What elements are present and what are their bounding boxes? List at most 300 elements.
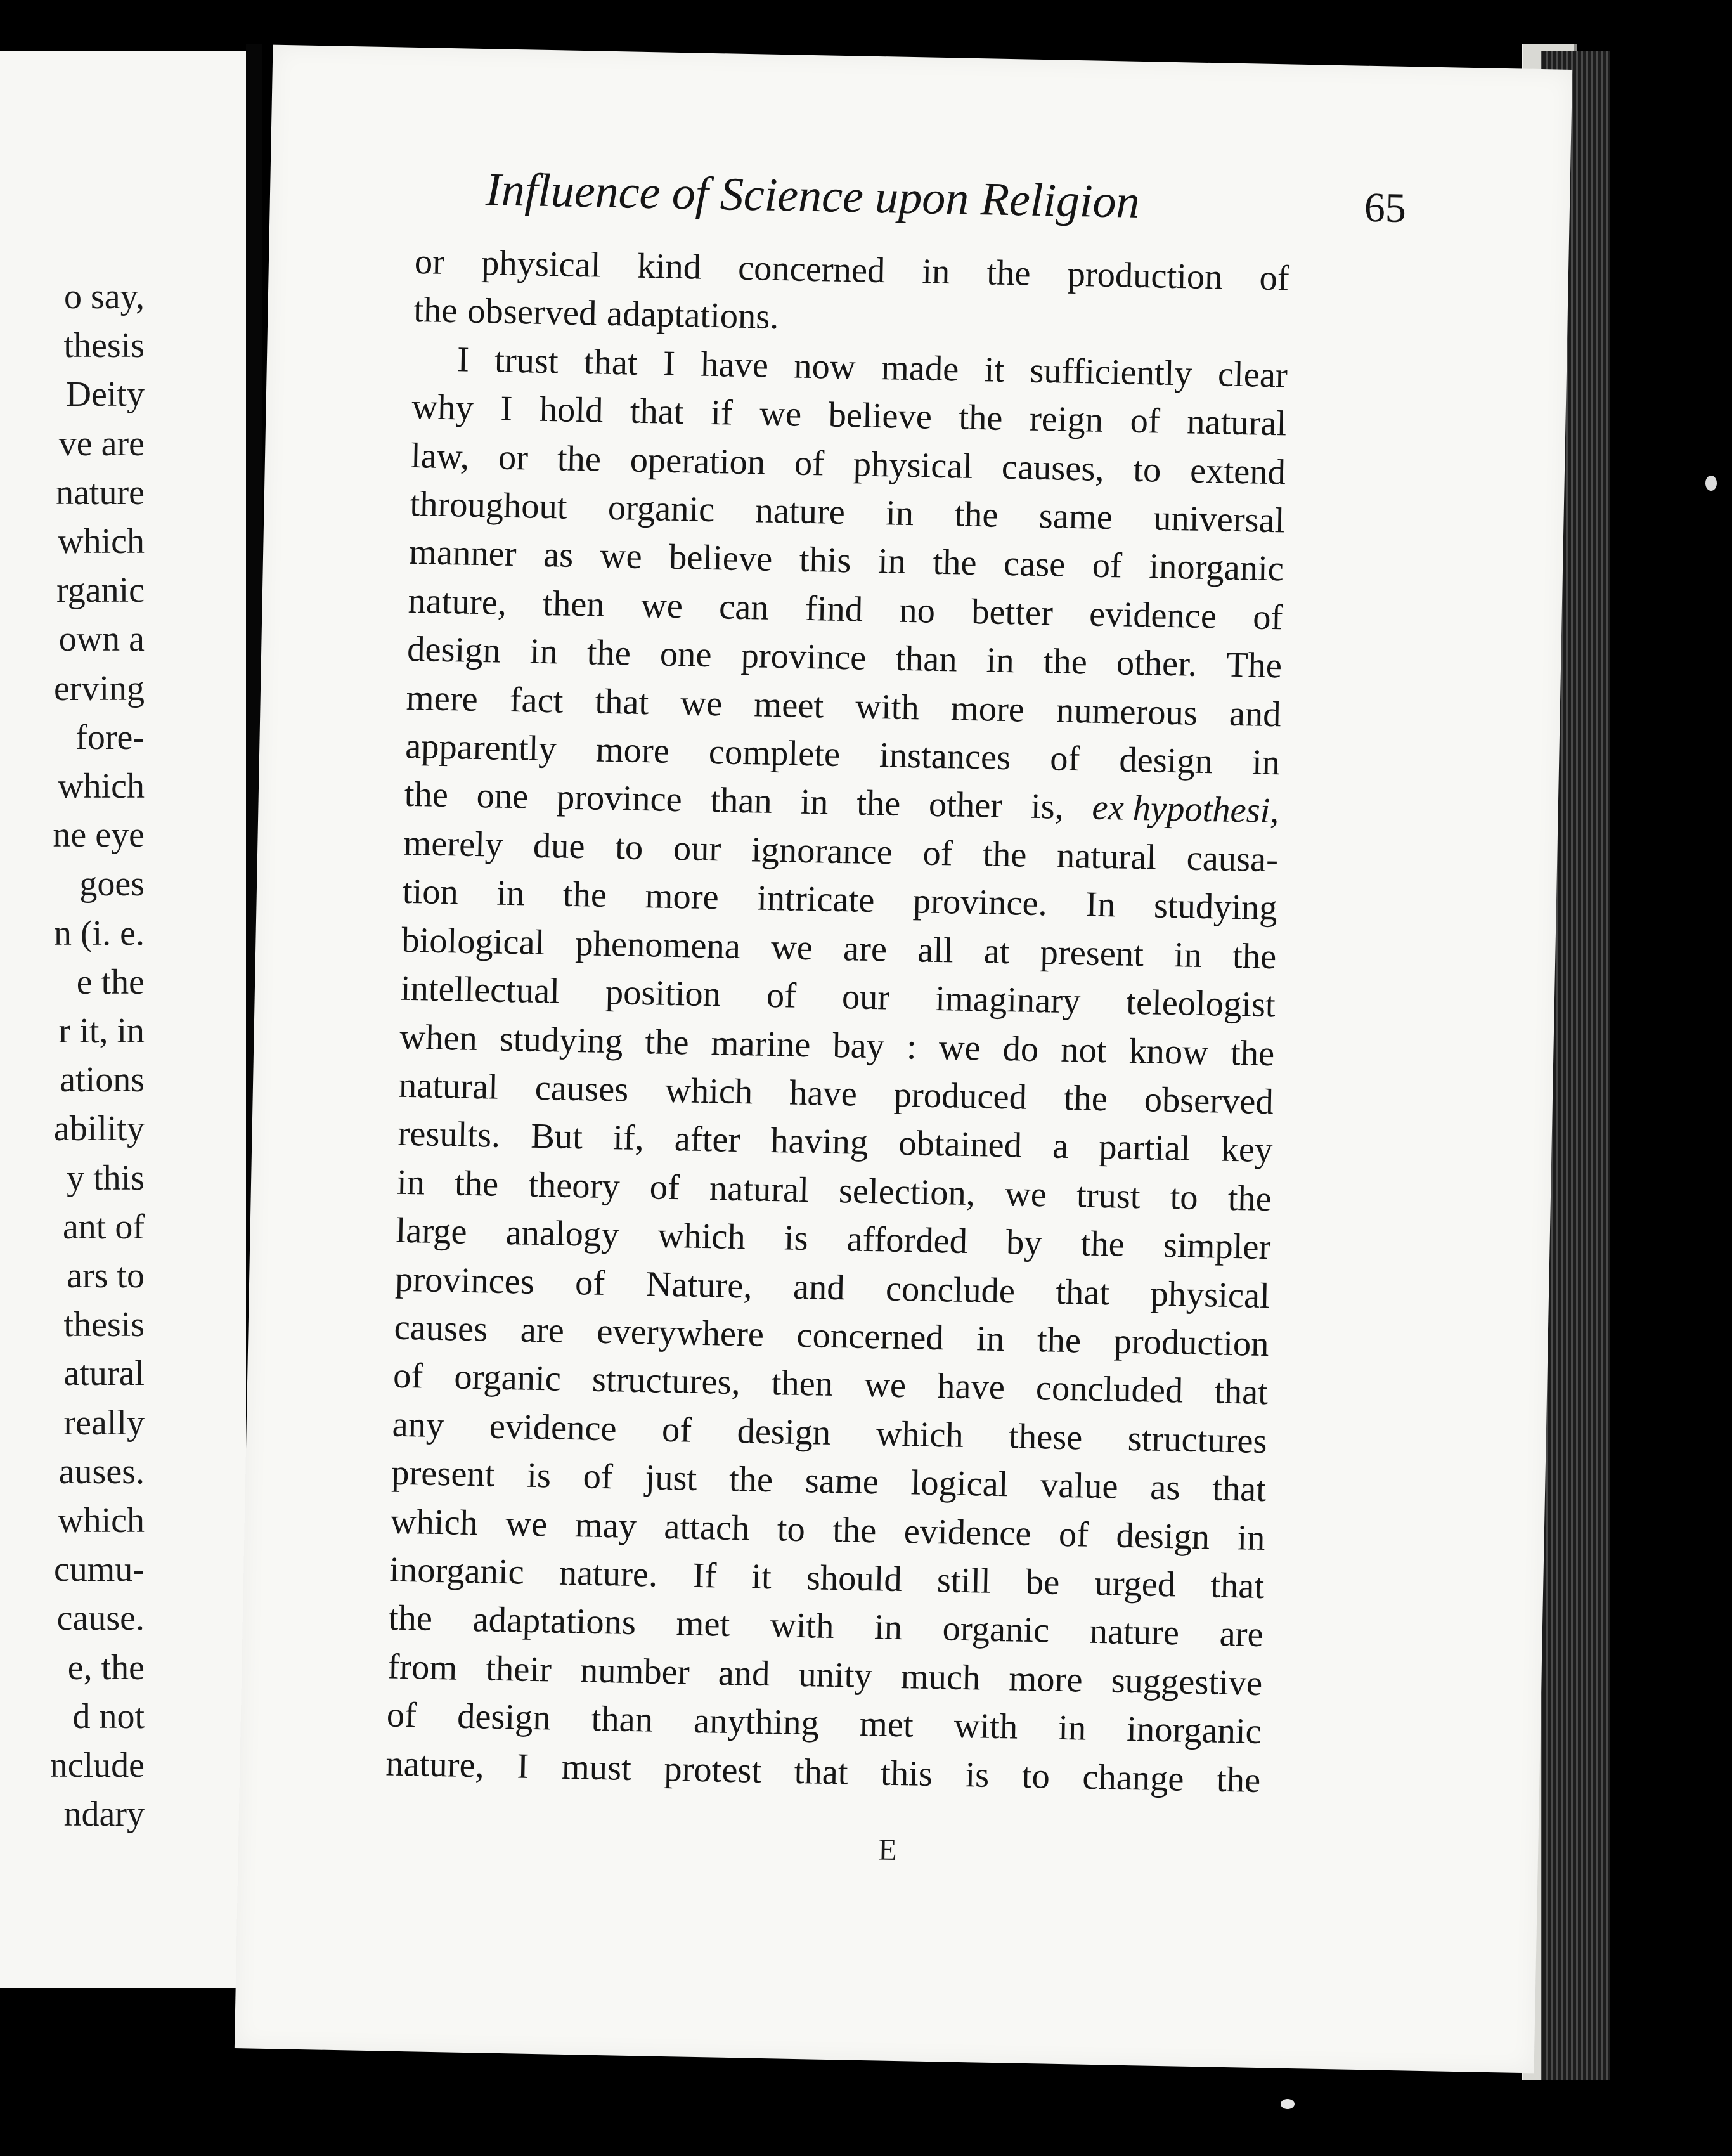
- word: studying: [1153, 886, 1278, 928]
- word: as: [1149, 1467, 1181, 1508]
- word: theory: [527, 1165, 621, 1207]
- word: the: [1080, 1224, 1125, 1264]
- word: more: [950, 688, 1025, 730]
- word: in: [877, 542, 907, 582]
- word: in: [885, 493, 914, 534]
- word: met: [675, 1604, 730, 1645]
- word: the: [1230, 1033, 1275, 1074]
- word: in: [921, 252, 950, 292]
- word: kind: [637, 246, 702, 287]
- left-page-line: thesis: [63, 326, 145, 366]
- word: and: [1229, 694, 1282, 734]
- left-page-line: which: [58, 522, 145, 562]
- left-page-line: rganic: [56, 571, 145, 611]
- word: the: [1227, 1178, 1272, 1219]
- word: are: [843, 928, 888, 970]
- word: I: [456, 340, 470, 380]
- left-page-line: nature: [56, 472, 145, 512]
- left-page-line: d not: [72, 1696, 145, 1736]
- left-page-line: ations: [60, 1060, 145, 1100]
- left-page-line: atural: [63, 1354, 145, 1394]
- word: is,: [1030, 787, 1064, 828]
- word: due: [533, 826, 586, 867]
- word: this: [880, 1753, 933, 1794]
- word: biological: [401, 920, 545, 963]
- word: may: [574, 1505, 637, 1546]
- word: and: [792, 1267, 846, 1308]
- word: province.: [912, 881, 1048, 924]
- word: more: [595, 730, 670, 771]
- word: natural: [709, 1168, 810, 1210]
- word: anything: [693, 1701, 820, 1743]
- word: one: [659, 634, 713, 675]
- dust-speck: [1281, 2099, 1295, 2109]
- word: the: [856, 783, 901, 824]
- word: analogy: [505, 1213, 620, 1255]
- word: the: [388, 1598, 433, 1639]
- word: adaptations: [472, 1600, 637, 1643]
- word: we: [770, 927, 813, 968]
- word: inorganic: [1126, 1710, 1262, 1752]
- word: we: [938, 1027, 981, 1068]
- word: of: [794, 443, 825, 484]
- word: of: [661, 1410, 692, 1450]
- signature-mark: E: [877, 1833, 899, 1867]
- word: that: [1213, 1372, 1269, 1413]
- word: after: [674, 1119, 740, 1160]
- word: province: [740, 636, 867, 679]
- word: in: [496, 873, 525, 914]
- word: design: [456, 1696, 552, 1738]
- word: of: [392, 1356, 423, 1396]
- left-page-line: which: [58, 1501, 145, 1541]
- word: In: [1085, 885, 1116, 925]
- left-page-line: auses.: [58, 1451, 145, 1491]
- word: the: [1037, 1320, 1082, 1361]
- word: in: [396, 1162, 425, 1203]
- left-page-line: r it, in: [58, 1011, 145, 1051]
- word: or: [498, 438, 529, 478]
- word: meet: [753, 685, 824, 726]
- word: the: [953, 495, 999, 535]
- word: adaptations.: [606, 294, 780, 337]
- word: a: [1052, 1126, 1069, 1167]
- word: should: [806, 1558, 903, 1600]
- word: tion: [402, 872, 459, 912]
- word: made: [881, 347, 959, 389]
- left-page-line: ve are: [58, 424, 145, 464]
- word: physical: [853, 444, 973, 486]
- word: is: [784, 1218, 809, 1259]
- word: of: [1049, 739, 1080, 779]
- word: of: [1130, 401, 1161, 441]
- left-page-line: cumu-: [53, 1550, 145, 1590]
- word: believe: [668, 538, 773, 580]
- word: be: [1025, 1562, 1060, 1602]
- word: which: [390, 1502, 479, 1543]
- word: it: [751, 1557, 772, 1597]
- word: more: [645, 876, 720, 918]
- word: suggestive: [1111, 1661, 1263, 1703]
- word: are: [1219, 1614, 1264, 1655]
- left-page-line: fore-: [75, 717, 145, 757]
- left-page-line: ndary: [63, 1795, 145, 1835]
- word: the: [1063, 1078, 1108, 1119]
- word: more: [1008, 1659, 1083, 1700]
- word: the: [1232, 936, 1277, 977]
- word: the: [728, 1460, 773, 1500]
- word: afforded: [846, 1219, 968, 1262]
- word: with: [953, 1706, 1018, 1747]
- left-page-line: e, the: [67, 1647, 145, 1687]
- word: we: [1004, 1174, 1047, 1215]
- word: trust: [1076, 1176, 1141, 1216]
- word: of: [1258, 258, 1290, 299]
- word: of: [583, 1457, 614, 1497]
- word: everywhere: [596, 1311, 765, 1354]
- word: in: [1251, 743, 1281, 783]
- word: which: [657, 1216, 746, 1257]
- word: universal: [1153, 498, 1285, 541]
- body-text: [385, 238, 1290, 1805]
- word: of: [766, 975, 797, 1016]
- left-page-line: own a: [58, 620, 145, 659]
- word: complete: [708, 732, 841, 775]
- word: value: [1040, 1465, 1119, 1507]
- left-page-line: goes: [79, 864, 145, 904]
- word: of: [574, 1263, 605, 1303]
- word: physical: [1150, 1274, 1270, 1316]
- word: nature,: [408, 581, 507, 623]
- word: to: [1132, 450, 1161, 490]
- word: the: [644, 1022, 690, 1062]
- word: this: [799, 540, 852, 581]
- word: or: [414, 242, 445, 282]
- word: do: [1002, 1029, 1039, 1069]
- word: I: [500, 389, 513, 429]
- word: to: [777, 1509, 806, 1549]
- word: we: [680, 683, 723, 724]
- word: sufficiently: [1029, 351, 1193, 394]
- word: at: [983, 932, 1011, 971]
- word: trust: [494, 341, 559, 382]
- word: the: [982, 834, 1027, 875]
- word: we: [505, 1503, 548, 1544]
- word: as: [543, 535, 574, 576]
- word: number: [579, 1651, 690, 1692]
- word: that: [1210, 1566, 1265, 1607]
- word: it: [984, 350, 1005, 390]
- word: concerned: [737, 248, 886, 291]
- word: in: [976, 1319, 1005, 1360]
- right-page: [235, 45, 1572, 2074]
- word: with: [770, 1606, 835, 1647]
- word: with: [855, 687, 920, 728]
- left-page-text: [50, 273, 145, 1840]
- word: natural: [398, 1065, 499, 1107]
- word: we: [640, 585, 683, 627]
- word: natural: [1056, 836, 1157, 878]
- word: of: [1058, 1514, 1089, 1555]
- word: simpler: [1163, 1226, 1271, 1268]
- left-page-line: really: [63, 1403, 145, 1443]
- word: provinces: [394, 1259, 535, 1302]
- word: design: [1116, 1516, 1210, 1557]
- word: the: [1043, 642, 1088, 682]
- word: evidence: [1089, 594, 1217, 637]
- word: production: [1113, 1322, 1270, 1365]
- word: in: [874, 1607, 903, 1648]
- word: merely: [403, 823, 503, 865]
- word: the: [932, 543, 978, 583]
- left-page-line: cause.: [56, 1599, 145, 1639]
- word: the: [454, 1164, 499, 1204]
- left-facing-page: [0, 51, 250, 1988]
- word: is: [526, 1455, 552, 1496]
- word: if: [710, 393, 734, 433]
- word: large: [396, 1211, 468, 1252]
- word: all: [917, 930, 954, 971]
- word: same: [1038, 496, 1113, 538]
- word: which: [876, 1414, 964, 1455]
- word: our: [673, 828, 721, 869]
- word: nature: [755, 491, 846, 533]
- word: that: [794, 1751, 849, 1793]
- word: design: [1118, 740, 1213, 782]
- word: observed: [1144, 1080, 1274, 1122]
- word: our: [841, 977, 890, 1018]
- left-page-line: ars to: [67, 1256, 145, 1296]
- word: nature: [1089, 1612, 1180, 1653]
- word: unity: [798, 1654, 873, 1696]
- word: design: [737, 1411, 831, 1453]
- word: know: [1128, 1031, 1209, 1072]
- word: can: [718, 587, 770, 628]
- word: in: [1173, 935, 1203, 975]
- word: I: [516, 1746, 529, 1786]
- word: why: [411, 387, 474, 429]
- left-page-line: n (i. e.: [53, 913, 145, 953]
- word: are: [520, 1310, 565, 1351]
- word: still: [936, 1561, 992, 1601]
- running-head: Influence of Science upon Religion: [485, 164, 1141, 228]
- word: logical: [910, 1463, 1009, 1505]
- word: better: [971, 592, 1054, 633]
- word: manner: [408, 533, 517, 575]
- page-number: 65: [1364, 184, 1407, 231]
- word: in: [529, 632, 559, 672]
- word: concluded: [1035, 1368, 1184, 1411]
- word: that: [594, 682, 649, 722]
- word: and: [718, 1653, 770, 1694]
- word: selection,: [838, 1171, 976, 1213]
- word: of: [386, 1695, 417, 1736]
- word: extend: [1189, 451, 1286, 493]
- word: causes: [534, 1068, 629, 1110]
- word: design: [406, 630, 501, 671]
- word: produced: [893, 1075, 1028, 1117]
- word: no: [898, 590, 936, 631]
- word: change: [1082, 1757, 1185, 1799]
- word: than: [895, 639, 958, 680]
- word: we: [863, 1365, 907, 1406]
- word: law,: [410, 436, 470, 477]
- word: to: [1170, 1177, 1199, 1218]
- word: just: [645, 1458, 697, 1499]
- word: mere: [406, 678, 479, 719]
- word: not: [1060, 1030, 1108, 1070]
- word: structures,: [591, 1360, 741, 1403]
- word: studying: [499, 1019, 624, 1061]
- left-page-line: erving: [53, 668, 145, 708]
- word: their: [485, 1649, 552, 1690]
- word: numerous: [1056, 691, 1198, 733]
- word: have: [936, 1367, 1005, 1408]
- word: which: [664, 1070, 753, 1112]
- left-page-line: o say,: [63, 277, 145, 316]
- word: hold: [539, 390, 604, 431]
- word: production: [1067, 254, 1224, 297]
- word: have: [700, 344, 769, 386]
- word: partial: [1098, 1127, 1191, 1169]
- word: causa-: [1186, 838, 1279, 880]
- word: the: [958, 398, 1004, 439]
- word: bay: [832, 1025, 885, 1066]
- word: the: [413, 290, 458, 331]
- word: inorganic: [1148, 547, 1284, 589]
- word: nature,: [385, 1744, 485, 1786]
- word: when: [399, 1017, 478, 1058]
- word: of: [922, 833, 953, 874]
- word: of: [649, 1167, 680, 1207]
- left-page-line: e the: [76, 962, 145, 1002]
- word: province: [556, 777, 683, 820]
- word: evidence: [903, 1511, 1032, 1554]
- italic-word: ex hypothesi,: [1092, 788, 1280, 831]
- word: that: [1055, 1272, 1110, 1313]
- word: organic: [453, 1357, 562, 1399]
- word: in: [1057, 1708, 1087, 1748]
- word: urged: [1094, 1563, 1176, 1605]
- left-page-line: ability: [53, 1109, 145, 1149]
- word: Nature,: [645, 1264, 753, 1306]
- word: ignorance: [751, 830, 893, 873]
- word: instances: [879, 736, 1011, 778]
- word: operation: [630, 440, 766, 483]
- word: If: [692, 1555, 717, 1596]
- word: in: [1236, 1517, 1266, 1558]
- left-page-line: Deity: [65, 375, 145, 415]
- word: The: [1225, 645, 1283, 686]
- word: same: [805, 1461, 879, 1502]
- left-page-line: which: [58, 767, 145, 807]
- word: to: [1021, 1756, 1050, 1796]
- word: then: [542, 583, 605, 625]
- word: structures: [1127, 1419, 1268, 1461]
- word: key: [1220, 1129, 1273, 1171]
- word: the: [404, 775, 449, 815]
- word: having: [770, 1121, 869, 1163]
- word: have: [789, 1073, 858, 1114]
- word: position: [605, 973, 721, 1015]
- word: I: [662, 344, 676, 384]
- word: physical: [481, 243, 602, 285]
- left-page-line: nclude: [49, 1746, 145, 1786]
- left-page-line: ant of: [62, 1207, 145, 1247]
- word: than: [709, 781, 773, 822]
- word: marine: [711, 1023, 811, 1065]
- word: in: [986, 640, 1015, 681]
- word: apparently: [404, 726, 557, 769]
- word: the: [832, 1510, 877, 1550]
- word: :: [906, 1027, 917, 1067]
- left-page-line: y this: [67, 1158, 145, 1198]
- word: intricate: [756, 878, 875, 921]
- word: the: [1216, 1760, 1261, 1800]
- word: other.: [1116, 643, 1198, 685]
- word: obtained: [898, 1124, 1023, 1166]
- word: than: [591, 1699, 654, 1740]
- word: to: [614, 828, 643, 867]
- word: from: [387, 1647, 458, 1688]
- word: But: [530, 1117, 583, 1157]
- page-header: [485, 163, 1407, 250]
- word: conclude: [885, 1269, 1016, 1311]
- word: the: [562, 874, 607, 916]
- word: the: [986, 253, 1031, 294]
- word: these: [1008, 1417, 1083, 1458]
- left-page-line: thesis: [63, 1305, 145, 1345]
- word: causes,: [1001, 447, 1105, 489]
- word: met: [859, 1705, 914, 1745]
- word: results.: [397, 1114, 501, 1156]
- word: by: [1005, 1223, 1043, 1263]
- word: we: [600, 536, 643, 577]
- word: the: [557, 438, 602, 479]
- word: clear: [1217, 354, 1288, 396]
- word: present: [1040, 932, 1144, 974]
- word: attach: [663, 1507, 750, 1549]
- left-page-line: ne eye: [53, 815, 145, 855]
- word: imaginary: [934, 979, 1081, 1022]
- word: concerned: [796, 1315, 945, 1358]
- word: if,: [612, 1118, 645, 1159]
- word: case: [1003, 544, 1066, 585]
- word: of: [1252, 597, 1284, 638]
- word: causes: [394, 1308, 488, 1349]
- dust-speck: [1705, 476, 1717, 491]
- word: is: [964, 1755, 990, 1795]
- word: in: [799, 783, 829, 823]
- word: phenomena: [574, 923, 741, 966]
- word: natural: [1186, 402, 1287, 444]
- word: fact: [509, 680, 564, 721]
- word: intellectual: [400, 968, 560, 1011]
- word: must: [561, 1747, 632, 1788]
- word: other: [928, 785, 1003, 826]
- word: find: [805, 588, 863, 630]
- word: reign: [1029, 399, 1104, 441]
- word: protest: [663, 1749, 762, 1791]
- word: that: [583, 342, 638, 383]
- word: that: [1212, 1469, 1267, 1510]
- word: then: [771, 1363, 834, 1405]
- word: evidence: [489, 1406, 617, 1449]
- word: inorganic: [389, 1550, 525, 1592]
- word: nature.: [559, 1553, 658, 1595]
- word: believe: [828, 395, 933, 437]
- word: organic: [942, 1609, 1050, 1651]
